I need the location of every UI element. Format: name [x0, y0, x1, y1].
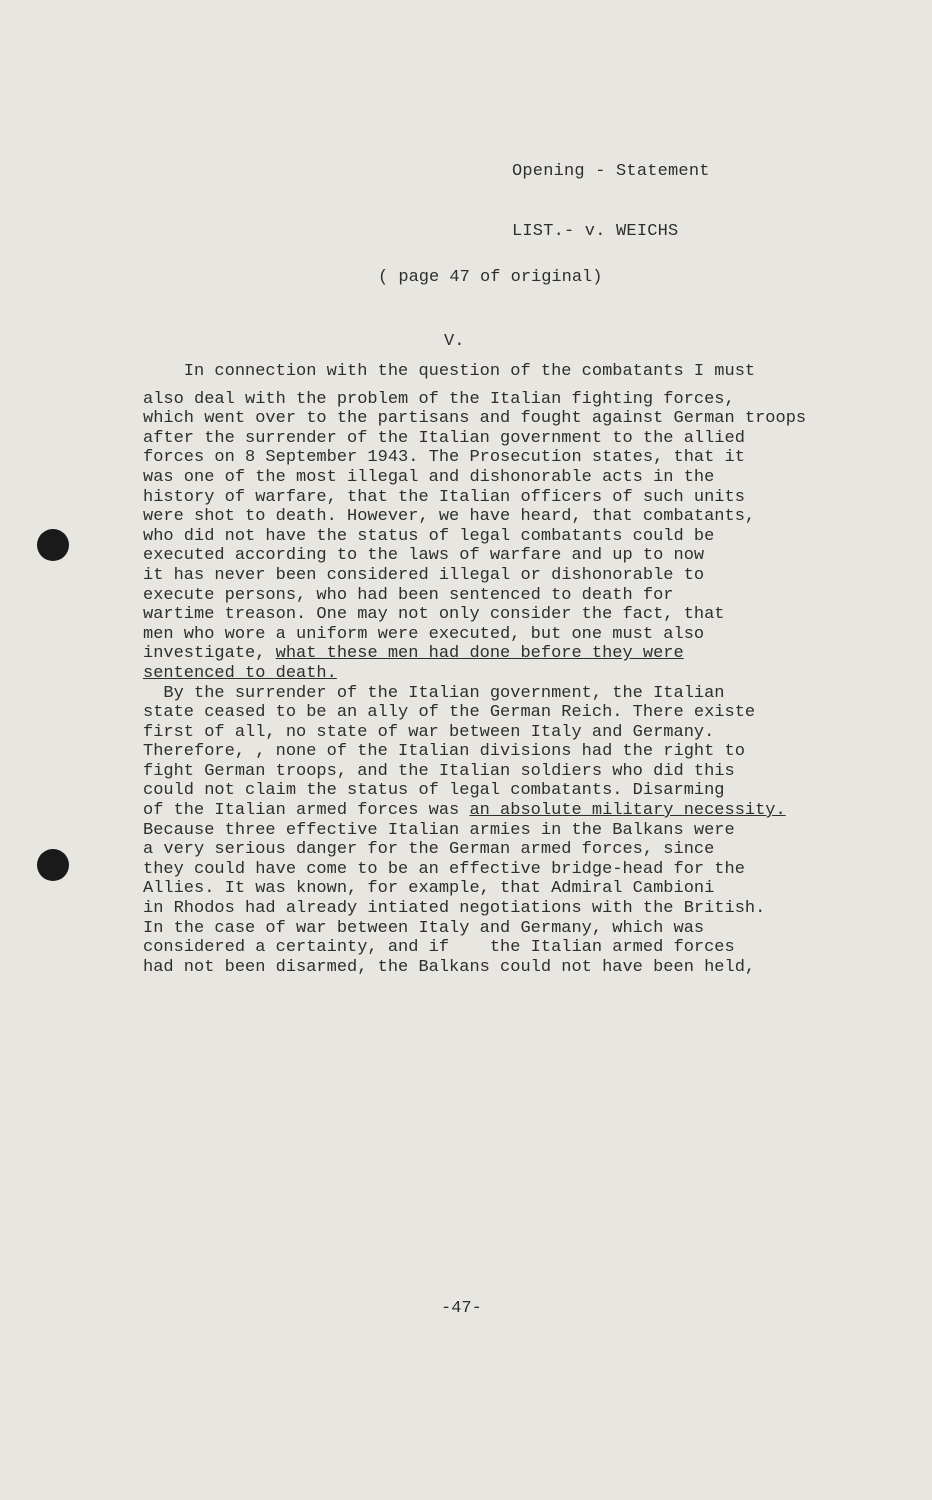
page-number: -47- — [441, 1299, 482, 1318]
body-line: could not claim the status of legal combatants. Disarming — [143, 781, 725, 801]
body-line: were shot to death. However, we have heard, that combatants, — [143, 507, 756, 527]
body-line — [143, 801, 903, 821]
body-line: Because three effective Italian armies in the Balkans were — [143, 820, 735, 840]
body-line: it has never been considered illegal or dishonorable to — [143, 565, 705, 585]
punch-hole-icon — [37, 529, 69, 561]
body-line: history of warfare, that the Italian officers of such units — [143, 487, 745, 507]
body-line: considered a certainty, and if the Italian armed forces — [143, 938, 735, 958]
body-line: fight German troops, and the Italian soldiers who did this — [143, 761, 735, 781]
body-line: In the case of war between Italy and Germany, which was — [143, 918, 705, 938]
body-line-start: investigate, — [143, 644, 276, 664]
punch-hole-icon — [37, 849, 69, 881]
body-line: men who wore a uniform were executed, but one must also — [143, 624, 705, 644]
body-line: executed according to the laws of warfare and up to now — [143, 546, 705, 566]
body-line: had not been disarmed, the Balkans could not have been held, — [143, 957, 756, 977]
body-line: Allies. It was known, for example, that Admiral Cambioni — [143, 879, 715, 899]
body-line — [143, 664, 903, 684]
body-text — [143, 362, 903, 977]
underlined-phrase: an absolute military necessity. — [469, 801, 786, 821]
underlined-phrase: what these men had done before they were — [275, 644, 684, 664]
body-line: they could have come to be an effective bridge-head for the — [143, 859, 745, 879]
body-line: forces on 8 September 1943. The Prosecution states, that it — [143, 448, 745, 468]
page-reference: ( page 47 of original) — [378, 268, 603, 287]
body-line: after the surrender of the Italian government to the allied — [143, 428, 745, 448]
body-line: execute persons, who had been sentenced to death for — [143, 585, 674, 605]
body-line: in Rhodos had already intiated negotiations with the British. — [143, 899, 766, 919]
body-line-start: of the Italian armed forces was — [143, 801, 470, 821]
document-header — [512, 122, 710, 282]
header-title: Opening - Statement — [512, 162, 710, 181]
body-line — [143, 644, 903, 664]
body-line: which went over to the partisans and fought against German troops — [143, 409, 807, 429]
header-case: LIST.- v. WEICHS — [512, 222, 679, 241]
body-line: first of all, no state of war between Italy and Germany. — [143, 722, 715, 742]
underlined-phrase: sentenced to death. — [143, 663, 337, 683]
body-line: was one of the most illegal and dishonorable acts in the — [143, 467, 715, 487]
body-line: By the surrender of the Italian government, the Italian — [143, 683, 725, 703]
section-number: V. — [444, 332, 465, 351]
body-line: Therefore, , none of the Italian divisions had the right to — [143, 742, 745, 762]
body-line: In connection with the question of the combatants I must — [143, 362, 756, 381]
body-line: who did not have the status of legal combatants could be — [143, 526, 715, 546]
body-line: wartime treason. One may not only consider the fact, that — [143, 605, 725, 625]
body-line: state ceased to be an ally of the German Reich. There existe — [143, 703, 756, 723]
body-line: also deal with the problem of the Italian fighting forces, — [143, 389, 735, 409]
body-line: a very serious danger for the German armed forces, since — [143, 840, 715, 860]
